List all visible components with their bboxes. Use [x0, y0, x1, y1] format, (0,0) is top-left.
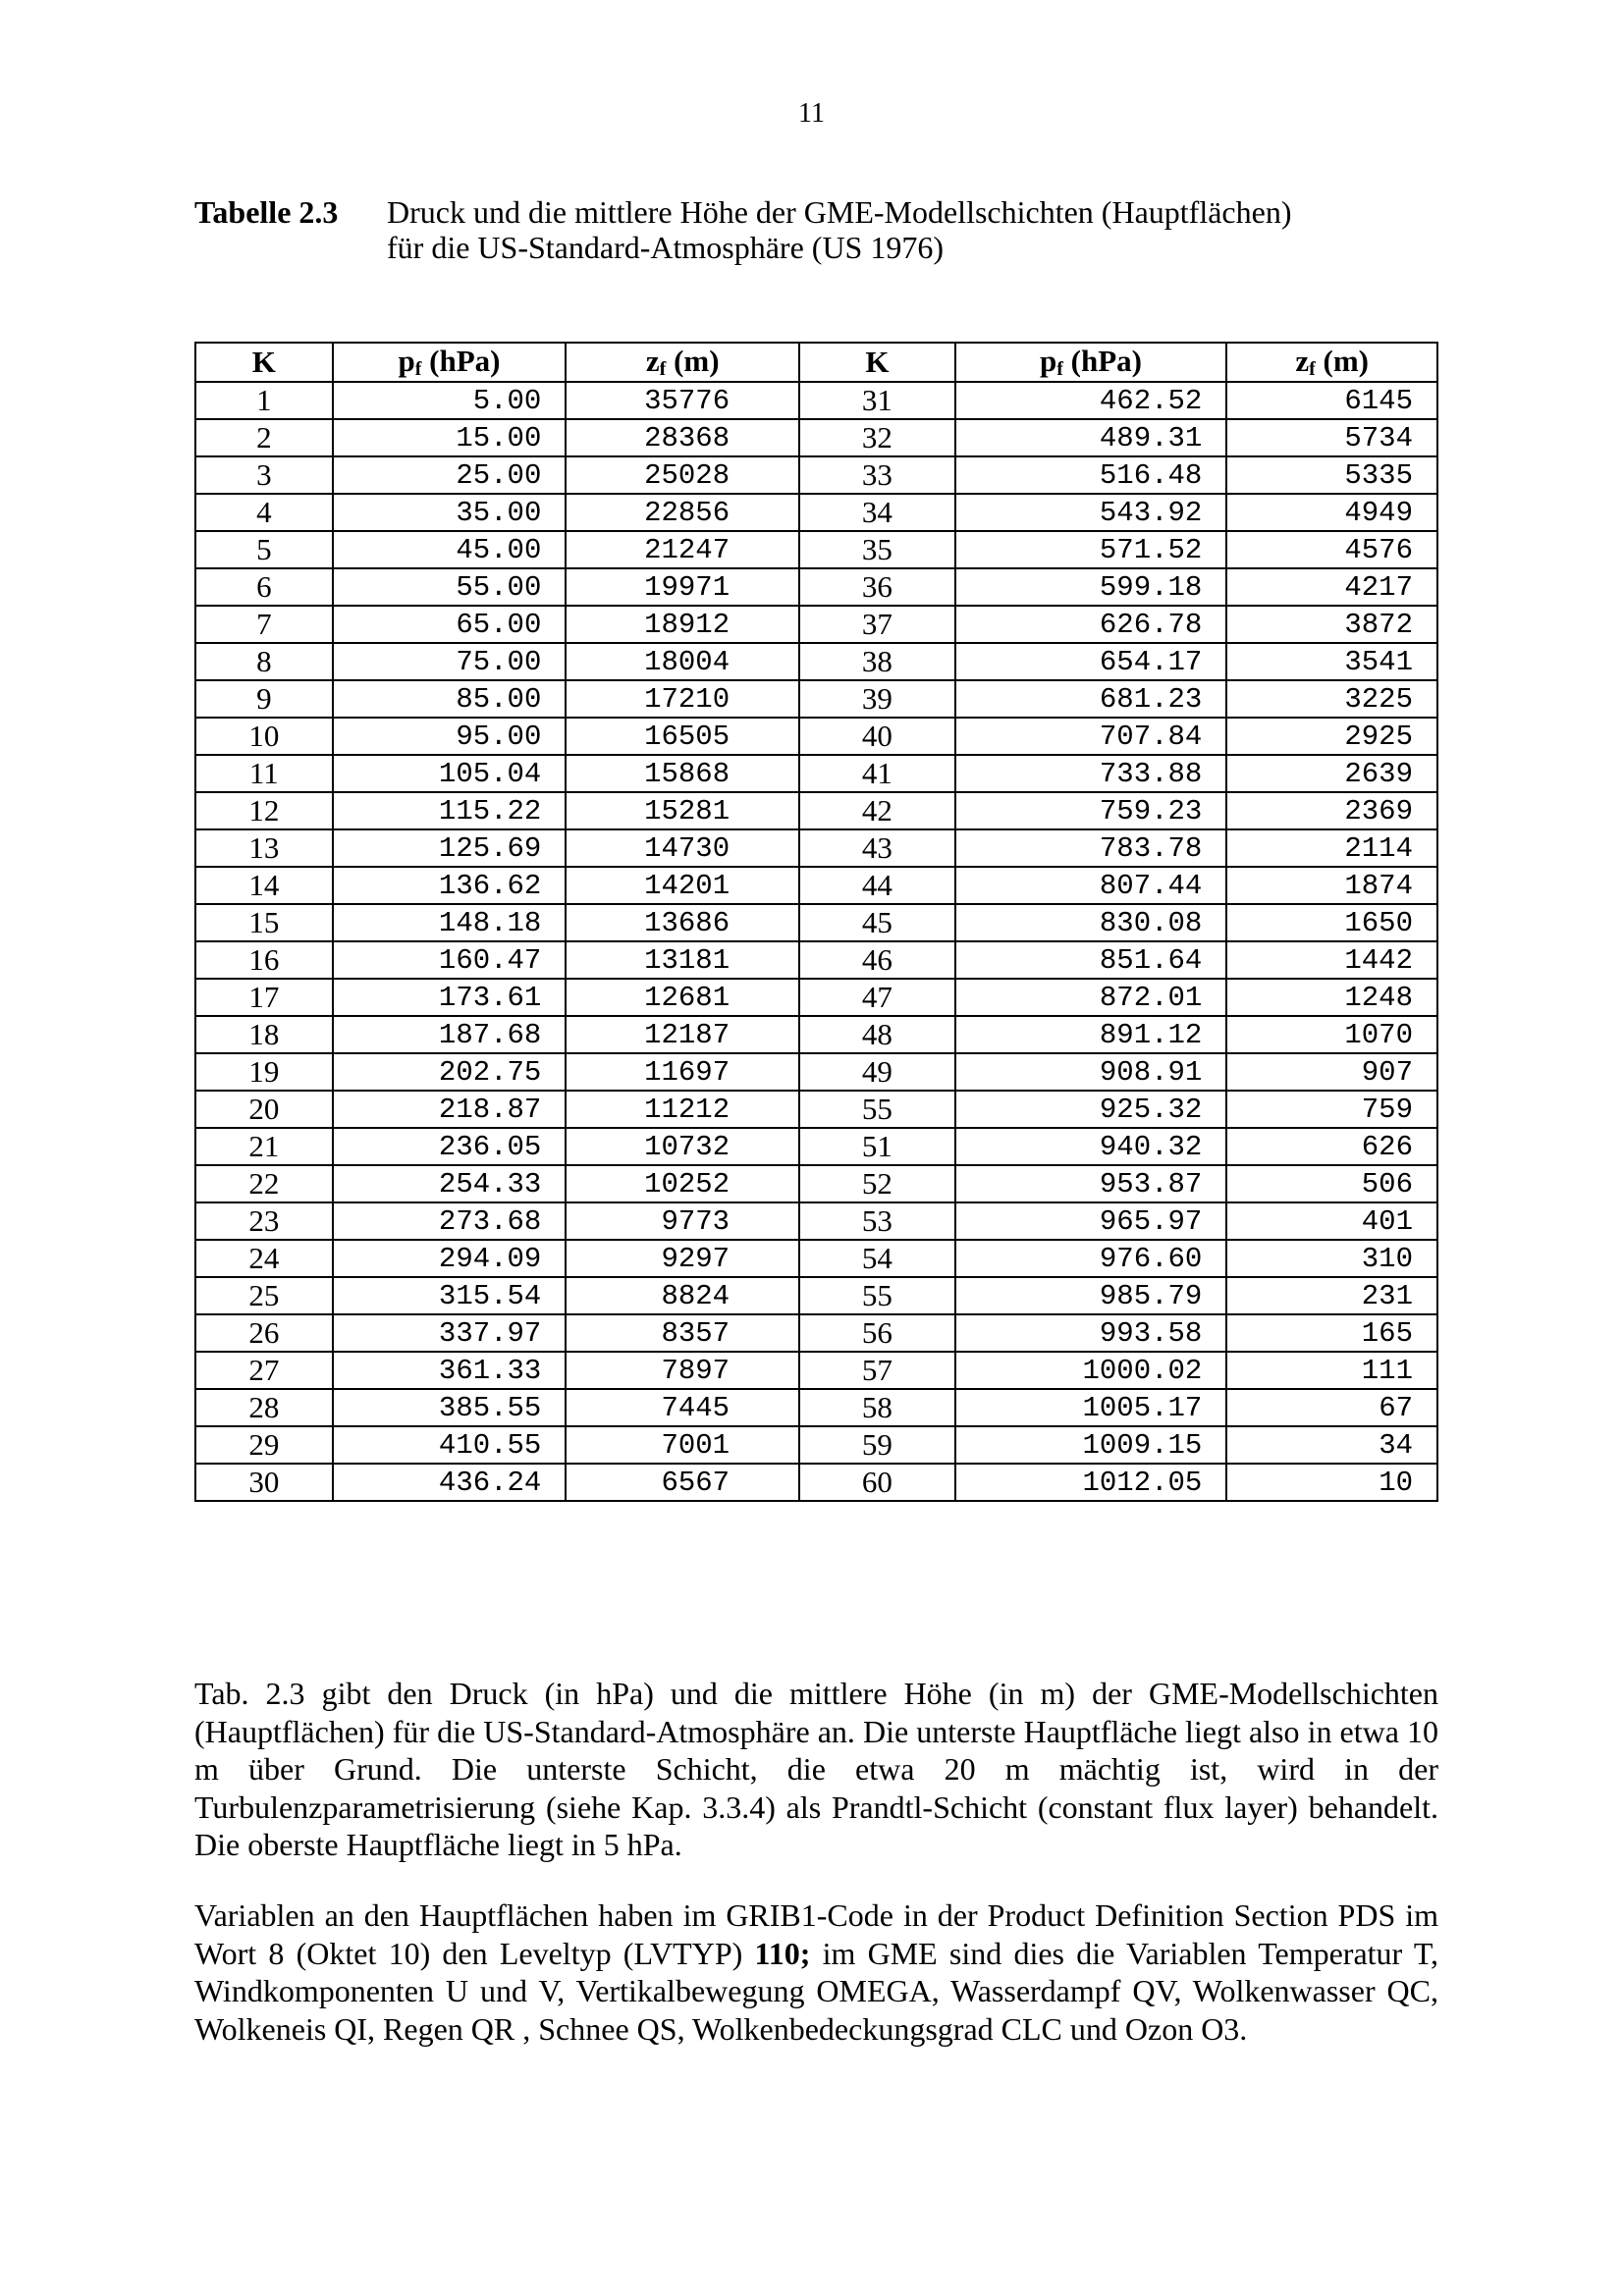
- pressure-right-cell: 985.79: [955, 1277, 1227, 1314]
- table-row: [195, 792, 1437, 829]
- level-k-left-cell: 14: [195, 867, 333, 904]
- height-right-cell: 6145: [1226, 382, 1437, 419]
- level-k-right-cell: 58: [799, 1389, 955, 1426]
- height-left-cell: 12681: [566, 979, 799, 1016]
- pressure-left-cell: 254.33: [333, 1165, 567, 1202]
- pressure-left-cell: 273.68: [333, 1202, 567, 1240]
- table-row: [195, 1389, 1437, 1426]
- table-row: [195, 568, 1437, 606]
- height-right-cell: 310: [1226, 1240, 1437, 1277]
- caption-line-2: für die US-Standard-Atmosphäre (US 1976): [387, 230, 944, 265]
- pressure-right-cell: 681.23: [955, 680, 1227, 718]
- level-k-right-cell: 32: [799, 419, 955, 456]
- level-k-right-cell: 48: [799, 1016, 955, 1053]
- table-row: [195, 867, 1437, 904]
- height-left-cell: 7001: [566, 1426, 799, 1464]
- level-k-right-cell: 59: [799, 1426, 955, 1464]
- pressure-right-cell: 940.32: [955, 1128, 1227, 1165]
- height-right-cell: 1650: [1226, 904, 1437, 941]
- level-k-left-cell: 16: [195, 941, 333, 979]
- paragraph-description: Tab. 2.3 gibt den Druck (in hPa) und die mittlere Höhe (in m) der GME-Modellschichten (Hauptflächen) für die US-Standard-Atmosphäre an. Die unterste Hauptfläche liegt also in etwa 10 m über Grund. Die unterste Schicht, die etwa 20 m mächtig ist, wird in der Turbulenzparametrisierung (siehe Kap. 3.3.4) als Prandtl-Schicht (constant flux layer) behandelt. Die oberste Hauptfläche liegt in 5 hPa.: [194, 1676, 1438, 1862]
- table-row: [195, 1016, 1437, 1053]
- pressure-left-cell: 160.47: [333, 941, 567, 979]
- height-left-cell: 8357: [566, 1314, 799, 1352]
- level-k-left-cell: 11: [195, 755, 333, 792]
- height-left-cell: 17210: [566, 680, 799, 718]
- height-right-cell: 111: [1226, 1352, 1437, 1389]
- height-left-cell: 8824: [566, 1277, 799, 1314]
- table-row: [195, 1277, 1437, 1314]
- level-k-left-cell: 7: [195, 606, 333, 643]
- height-right-cell: 3225: [1226, 680, 1437, 718]
- height-right-cell: 1874: [1226, 867, 1437, 904]
- height-right-cell: 401: [1226, 1202, 1437, 1240]
- height-right-cell: 67: [1226, 1389, 1437, 1426]
- pressure-left-cell: 65.00: [333, 606, 567, 643]
- height-left-cell: 9297: [566, 1240, 799, 1277]
- pressure-left-cell: 337.97: [333, 1314, 567, 1352]
- level-k-right-cell: 39: [799, 680, 955, 718]
- caption-text: [387, 194, 1467, 265]
- height-right-cell: 4217: [1226, 568, 1437, 606]
- table-row: [195, 643, 1437, 680]
- pressure-right-cell: 516.48: [955, 456, 1227, 494]
- pressure-left-cell: 385.55: [333, 1389, 567, 1426]
- header-pressure-left: $p_f$ (hPa): [333, 343, 567, 382]
- pressure-left-cell: 410.55: [333, 1426, 567, 1464]
- pressure-right-cell: 807.44: [955, 867, 1227, 904]
- pressure-right-cell: 733.88: [955, 755, 1227, 792]
- pressure-right-cell: 571.52: [955, 531, 1227, 568]
- level-k-left-cell: 12: [195, 792, 333, 829]
- pressure-right-cell: 599.18: [955, 568, 1227, 606]
- table-row: [195, 1165, 1437, 1202]
- level-k-left-cell: 24: [195, 1240, 333, 1277]
- height-right-cell: 2925: [1226, 718, 1437, 755]
- height-left-cell: 15868: [566, 755, 799, 792]
- pressure-right-cell: 908.91: [955, 1053, 1227, 1091]
- table-row: [195, 1426, 1437, 1464]
- table-row: [195, 680, 1437, 718]
- pressure-right-cell: 993.58: [955, 1314, 1227, 1352]
- pressure-right-cell: 830.08: [955, 904, 1227, 941]
- level-k-left-cell: 20: [195, 1091, 333, 1128]
- pressure-right-cell: 965.97: [955, 1202, 1227, 1240]
- page-number: 11: [798, 98, 825, 129]
- table-row: [195, 1091, 1437, 1128]
- height-left-cell: 13181: [566, 941, 799, 979]
- level-k-right-cell: 34: [799, 494, 955, 531]
- height-left-cell: 10732: [566, 1128, 799, 1165]
- paragraph-grib-info: Variablen an den Hauptflächen haben im GRIB1-Code in der Product Definition Section PDS im Wort 8 (Oktet 10) den Leveltyp (LVTYP) 110; im GME sind dies die Variablen Temperatur T, Windkomponenten U und V, Vertikalbewegung OMEGA, Wasserdampf QV, Wolkenwasser QC, Wolkeneis QI, Regen QR , Schnee QS, Wolkenbedeckungsgrad CLC und Ozon O3.: [194, 1897, 1439, 2047]
- height-right-cell: 165: [1226, 1314, 1437, 1352]
- level-type-code: 110;: [754, 1935, 811, 1971]
- pressure-left-cell: 95.00: [333, 718, 567, 755]
- height-left-cell: 7897: [566, 1352, 799, 1389]
- table-row: [195, 1053, 1437, 1091]
- height-right-cell: 231: [1226, 1277, 1437, 1314]
- pressure-right-cell: 1012.05: [955, 1464, 1227, 1501]
- height-left-cell: 28368: [566, 419, 799, 456]
- height-right-cell: 626: [1226, 1128, 1437, 1165]
- table-row: [195, 419, 1437, 456]
- level-k-left-cell: 2: [195, 419, 333, 456]
- level-k-right-cell: 55: [799, 1091, 955, 1128]
- level-k-left-cell: 17: [195, 979, 333, 1016]
- height-left-cell: 9773: [566, 1202, 799, 1240]
- pressure-left-cell: 436.24: [333, 1464, 567, 1501]
- level-k-left-cell: 30: [195, 1464, 333, 1501]
- height-left-cell: 11212: [566, 1091, 799, 1128]
- header-height-right: $z_f$ (m): [1226, 343, 1437, 382]
- height-right-cell: 5734: [1226, 419, 1437, 456]
- pressure-left-cell: 315.54: [333, 1277, 567, 1314]
- pressure-right-cell: 543.92: [955, 494, 1227, 531]
- table-body: [195, 382, 1437, 1501]
- table-row: [195, 1314, 1437, 1352]
- pressure-right-cell: 1009.15: [955, 1426, 1227, 1464]
- pressure-left-cell: 45.00: [333, 531, 567, 568]
- pressure-right-cell: 953.87: [955, 1165, 1227, 1202]
- level-k-right-cell: 35: [799, 531, 955, 568]
- pressure-right-cell: 462.52: [955, 382, 1227, 419]
- level-k-left-cell: 6: [195, 568, 333, 606]
- level-k-right-cell: 41: [799, 755, 955, 792]
- table-row: [195, 941, 1437, 979]
- level-k-right-cell: 31: [799, 382, 955, 419]
- level-k-left-cell: 3: [195, 456, 333, 494]
- height-left-cell: 14201: [566, 867, 799, 904]
- caption-label: Tabelle 2.3: [194, 194, 339, 230]
- height-left-cell: 25028: [566, 456, 799, 494]
- table-row: [195, 718, 1437, 755]
- level-k-left-cell: 21: [195, 1128, 333, 1165]
- height-left-cell: 16505: [566, 718, 799, 755]
- level-k-right-cell: 49: [799, 1053, 955, 1091]
- table-header-row: [195, 343, 1437, 382]
- level-k-right-cell: 53: [799, 1202, 955, 1240]
- pressure-left-cell: 202.75: [333, 1053, 567, 1091]
- pressure-right-cell: 489.31: [955, 419, 1227, 456]
- height-right-cell: 2369: [1226, 792, 1437, 829]
- height-left-cell: 7445: [566, 1389, 799, 1426]
- pressure-right-cell: 783.78: [955, 829, 1227, 867]
- caption-line-1: Druck und die mittlere Höhe der GME-Modellschichten (Hauptflächen): [387, 194, 1292, 230]
- pressure-right-cell: 626.78: [955, 606, 1227, 643]
- height-left-cell: 35776: [566, 382, 799, 419]
- level-k-left-cell: 27: [195, 1352, 333, 1389]
- level-k-left-cell: 29: [195, 1426, 333, 1464]
- pressure-right-cell: 1000.02: [955, 1352, 1227, 1389]
- pressure-left-cell: 173.61: [333, 979, 567, 1016]
- header-pressure-right: $p_f$ (hPa): [955, 343, 1227, 382]
- level-k-left-cell: 19: [195, 1053, 333, 1091]
- level-k-left-cell: 26: [195, 1314, 333, 1352]
- table-row: [195, 979, 1437, 1016]
- pressure-left-cell: 115.22: [333, 792, 567, 829]
- pressure-left-cell: 85.00: [333, 680, 567, 718]
- pressure-left-cell: 25.00: [333, 456, 567, 494]
- height-left-cell: 19971: [566, 568, 799, 606]
- table-row: [195, 829, 1437, 867]
- height-left-cell: 18912: [566, 606, 799, 643]
- table-row: [195, 1464, 1437, 1501]
- table-row: [195, 1202, 1437, 1240]
- table-row: [195, 1352, 1437, 1389]
- pressure-right-cell: 976.60: [955, 1240, 1227, 1277]
- table-row: [195, 456, 1437, 494]
- height-right-cell: 3541: [1226, 643, 1437, 680]
- header-k-right: K: [799, 343, 955, 382]
- pressure-left-cell: 294.09: [333, 1240, 567, 1277]
- level-k-right-cell: 55: [799, 1277, 955, 1314]
- height-right-cell: 506: [1226, 1165, 1437, 1202]
- header-height-left: $z_f$ (m): [566, 343, 799, 382]
- table-row: [195, 494, 1437, 531]
- height-left-cell: 18004: [566, 643, 799, 680]
- height-right-cell: 4576: [1226, 531, 1437, 568]
- height-left-cell: 12187: [566, 1016, 799, 1053]
- pressure-left-cell: 148.18: [333, 904, 567, 941]
- level-k-right-cell: 33: [799, 456, 955, 494]
- pressure-left-cell: 15.00: [333, 419, 567, 456]
- height-right-cell: 10: [1226, 1464, 1437, 1501]
- height-left-cell: 15281: [566, 792, 799, 829]
- level-k-left-cell: 9: [195, 680, 333, 718]
- level-k-right-cell: 40: [799, 718, 955, 755]
- height-right-cell: 1442: [1226, 941, 1437, 979]
- level-k-left-cell: 25: [195, 1277, 333, 1314]
- level-k-left-cell: 13: [195, 829, 333, 867]
- header-k-left: K: [195, 343, 333, 382]
- pressure-left-cell: 55.00: [333, 568, 567, 606]
- table-row: [195, 382, 1437, 419]
- height-right-cell: 2114: [1226, 829, 1437, 867]
- level-k-right-cell: 38: [799, 643, 955, 680]
- pressure-left-cell: 105.04: [333, 755, 567, 792]
- height-left-cell: 11697: [566, 1053, 799, 1091]
- level-k-left-cell: 4: [195, 494, 333, 531]
- pressure-right-cell: 707.84: [955, 718, 1227, 755]
- height-left-cell: 14730: [566, 829, 799, 867]
- height-right-cell: 3872: [1226, 606, 1437, 643]
- table-row: [195, 1240, 1437, 1277]
- level-k-right-cell: 36: [799, 568, 955, 606]
- pressure-left-cell: 75.00: [333, 643, 567, 680]
- height-right-cell: 34: [1226, 1426, 1437, 1464]
- level-k-right-cell: 54: [799, 1240, 955, 1277]
- height-left-cell: 22856: [566, 494, 799, 531]
- level-k-right-cell: 43: [799, 829, 955, 867]
- level-k-right-cell: 47: [799, 979, 955, 1016]
- level-k-right-cell: 57: [799, 1352, 955, 1389]
- height-left-cell: 10252: [566, 1165, 799, 1202]
- pressure-left-cell: 35.00: [333, 494, 567, 531]
- height-right-cell: 759: [1226, 1091, 1437, 1128]
- level-k-left-cell: 23: [195, 1202, 333, 1240]
- height-left-cell: 6567: [566, 1464, 799, 1501]
- level-k-right-cell: 51: [799, 1128, 955, 1165]
- pressure-left-cell: 5.00: [333, 382, 567, 419]
- level-k-left-cell: 1: [195, 382, 333, 419]
- height-right-cell: 2639: [1226, 755, 1437, 792]
- model-levels-table: [194, 342, 1438, 1502]
- level-k-right-cell: 56: [799, 1314, 955, 1352]
- level-k-left-cell: 22: [195, 1165, 333, 1202]
- level-k-left-cell: 5: [195, 531, 333, 568]
- height-right-cell: 4949: [1226, 494, 1437, 531]
- level-k-right-cell: 44: [799, 867, 955, 904]
- level-k-left-cell: 18: [195, 1016, 333, 1053]
- height-left-cell: 21247: [566, 531, 799, 568]
- level-k-right-cell: 60: [799, 1464, 955, 1501]
- pressure-right-cell: 925.32: [955, 1091, 1227, 1128]
- table-row: [195, 531, 1437, 568]
- height-left-cell: 13686: [566, 904, 799, 941]
- height-right-cell: 907: [1226, 1053, 1437, 1091]
- pressure-left-cell: 361.33: [333, 1352, 567, 1389]
- table-row: [195, 904, 1437, 941]
- level-k-left-cell: 28: [195, 1389, 333, 1426]
- pressure-left-cell: 236.05: [333, 1128, 567, 1165]
- pressure-right-cell: 654.17: [955, 643, 1227, 680]
- level-k-right-cell: 52: [799, 1165, 955, 1202]
- level-k-left-cell: 10: [195, 718, 333, 755]
- pressure-left-cell: 218.87: [333, 1091, 567, 1128]
- pressure-left-cell: 187.68: [333, 1016, 567, 1053]
- level-k-left-cell: 8: [195, 643, 333, 680]
- level-k-right-cell: 46: [799, 941, 955, 979]
- level-k-right-cell: 45: [799, 904, 955, 941]
- pressure-right-cell: 891.12: [955, 1016, 1227, 1053]
- height-right-cell: 1248: [1226, 979, 1437, 1016]
- pressure-right-cell: 851.64: [955, 941, 1227, 979]
- height-right-cell: 1070: [1226, 1016, 1437, 1053]
- table-row: [195, 1128, 1437, 1165]
- table-row: [195, 606, 1437, 643]
- height-right-cell: 5335: [1226, 456, 1437, 494]
- pressure-right-cell: 1005.17: [955, 1389, 1227, 1426]
- pressure-left-cell: 125.69: [333, 829, 567, 867]
- level-k-left-cell: 15: [195, 904, 333, 941]
- pressure-right-cell: 872.01: [955, 979, 1227, 1016]
- level-k-right-cell: 42: [799, 792, 955, 829]
- level-k-right-cell: 37: [799, 606, 955, 643]
- table-row: [195, 755, 1437, 792]
- pressure-right-cell: 759.23: [955, 792, 1227, 829]
- pressure-left-cell: 136.62: [333, 867, 567, 904]
